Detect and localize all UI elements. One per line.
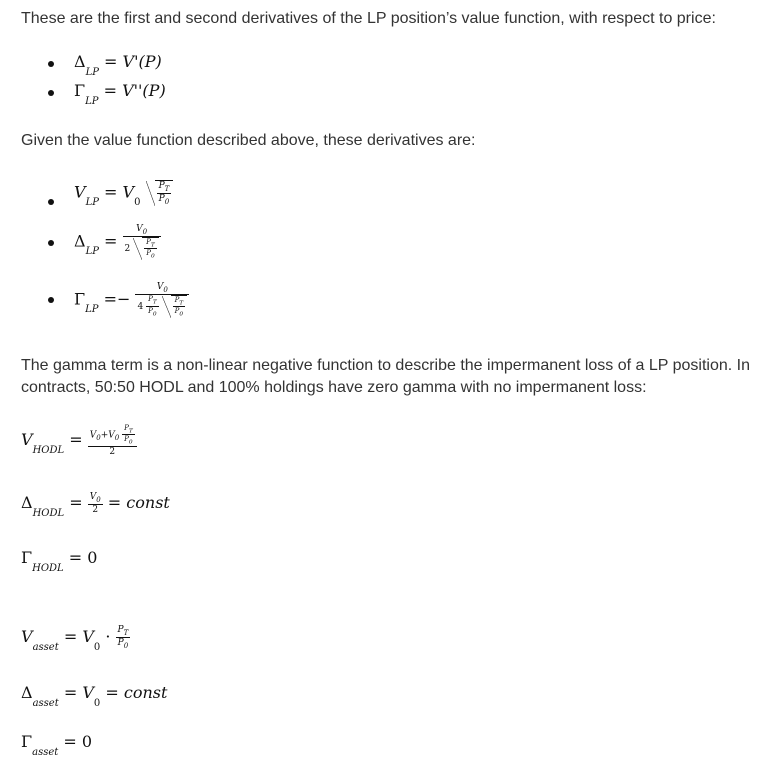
- delta-asset-formula: $\Delta_{asset} = V_0$ = const: [21, 683, 168, 709]
- bullet: [48, 297, 54, 303]
- gamma-paragraph-line-2: contracts, 50:50 HODL and 100% holdings have zero gamma with no impermanent loss:: [21, 379, 647, 396]
- gamma-lp-formula: $\Gamma_{LP}$ =− $V_0$ 4 $\frac{P_T}{P_0}$ $\frac{P_T}{P_0}$: [74, 282, 189, 318]
- bullet: [48, 199, 54, 205]
- delta-definition: $\Delta_{LP} = V'(P)$: [74, 52, 162, 78]
- v-lp-formula: $V_{LP} = V_0$ $\frac{P_T}{P_0}$: [74, 180, 173, 206]
- gamma-asset-formula: $\Gamma_{asset} = 0$: [21, 732, 93, 758]
- bullet: [48, 61, 54, 67]
- delta-lp-formula: $\Delta_{LP}$ = $V_0$ 2 $\frac{P_T}{P_0}$: [74, 224, 161, 260]
- gamma-hodl-formula: $\Gamma_{HODL} = 0$: [21, 548, 98, 574]
- delta-hodl-formula: $\Delta_{HODL}$ = $\frac{V_0}{2}$ = const: [21, 492, 170, 519]
- bullet: [48, 240, 54, 246]
- given-paragraph: Given the value function described above, these derivatives are:: [21, 132, 476, 149]
- gamma-paragraph-line-1: The gamma term is a non-linear negative function to describe the impermanent loss of a LP position. In: [21, 357, 750, 374]
- intro-paragraph: These are the first and second derivatives of the LP position’s value function, with respect to price:: [21, 10, 716, 27]
- gamma-definition: $\Gamma_{LP} = V''(P)$: [74, 81, 166, 107]
- v-hodl-formula: $V_{HODL}$ = $V_0+V_0$ $\frac{P_T}{P_0}$ 2: [21, 424, 137, 457]
- v-asset-formula: $V_{asset} = V_0$ · $\frac{P_T}{P_0}$: [21, 625, 129, 653]
- bullet: [48, 90, 54, 96]
